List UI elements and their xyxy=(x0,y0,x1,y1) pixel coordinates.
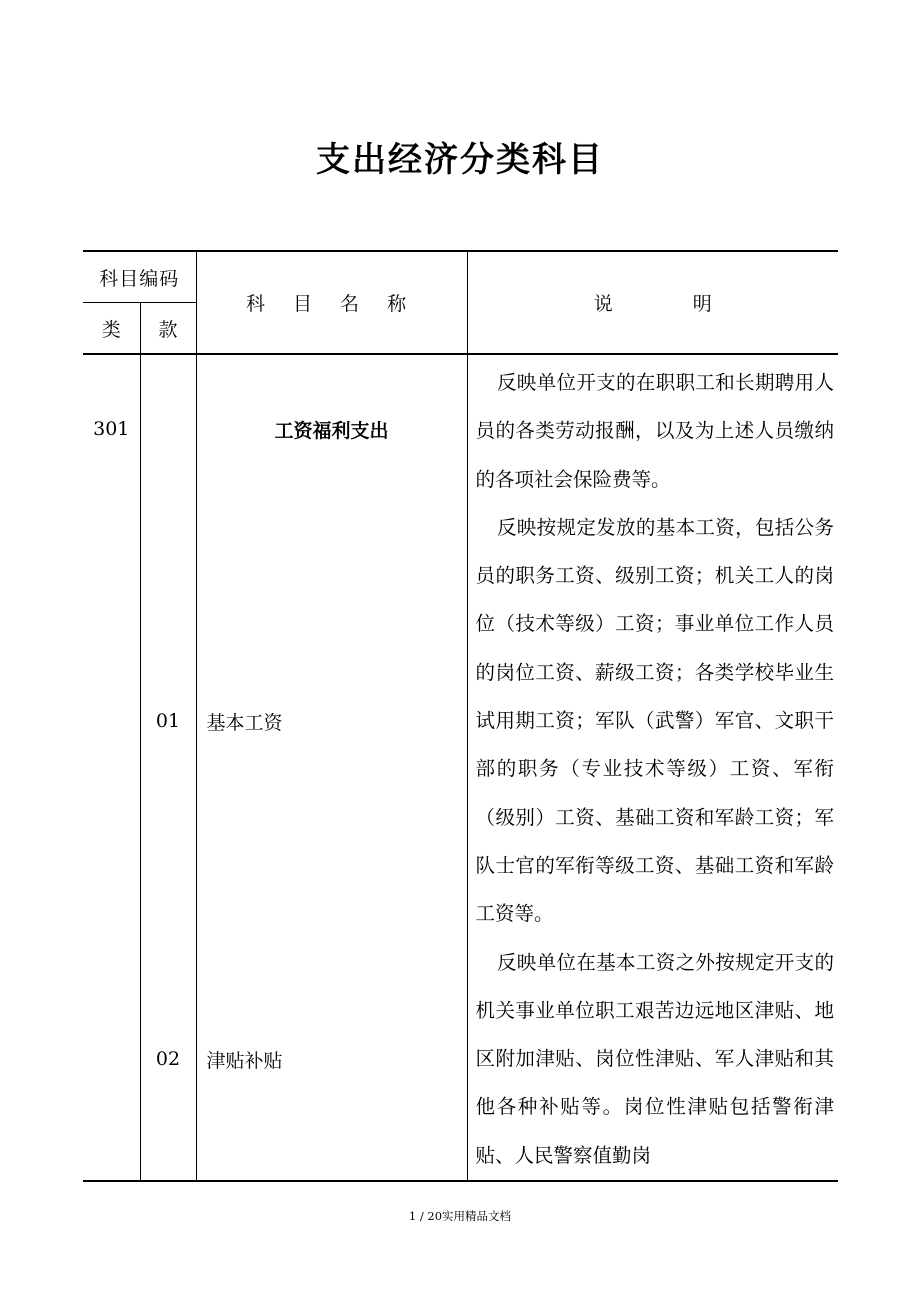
page-footer: 1 / 20实用精品文档 xyxy=(408,1209,512,1223)
table-row xyxy=(83,504,838,939)
row-class-code xyxy=(83,504,140,939)
row-subject-name: 工资福利支出 xyxy=(196,354,467,504)
row-subject-name: 基本工资 xyxy=(196,504,467,939)
table-header-row xyxy=(83,251,838,303)
row-item-code: 01 xyxy=(140,504,196,939)
header-description-right: 明 xyxy=(692,293,712,315)
row-description: 反映按规定发放的基本工资，包括公务员的职务工资、级别工资；机关工人的岗位（技术等级）工资；事业单位工作人员的岗位工资、薪级工资；各类学校毕业生试用期工资；军队（武警）军官、文职干部的职务（专业技术等级）工资、军衔（级别）工资、基础工资和军龄工资；军队士官的军衔等级工资、基础工资和军龄工资等。 xyxy=(475,515,835,926)
row-subject-name: 津贴补贴 xyxy=(196,939,467,1181)
document-title: 支出经济分类科目 xyxy=(316,140,604,180)
header-description-left: 说 xyxy=(593,293,613,315)
row-description: 反映单位开支的在职职工和长期聘用人员的各类劳动报酬，以及为上述人员缴纳的各项社会保险费等。 xyxy=(475,371,835,491)
header-description xyxy=(467,251,838,354)
row-class-code: 301 xyxy=(83,354,140,504)
header-item: 款 xyxy=(140,303,196,355)
row-item-code: 02 xyxy=(140,939,196,1181)
table-row xyxy=(83,354,838,504)
row-item-code xyxy=(140,354,196,504)
row-description: 反映单位在基本工资之外按规定开支的机关事业单位职工艰苦边远地区津贴、地区附加津贴、岗位性津贴、军人津贴和其他各种补贴等。岗位性津贴包括警衔津贴、人民警察值勤岗 xyxy=(467,939,838,1181)
row-class-code xyxy=(83,939,140,1181)
table-row xyxy=(83,939,838,1181)
expense-classification-table xyxy=(83,250,838,1182)
header-class: 类 xyxy=(83,303,140,355)
header-subject-code: 科目编码 xyxy=(83,251,196,303)
header-subject-name: 科 目 名 称 xyxy=(196,251,467,354)
